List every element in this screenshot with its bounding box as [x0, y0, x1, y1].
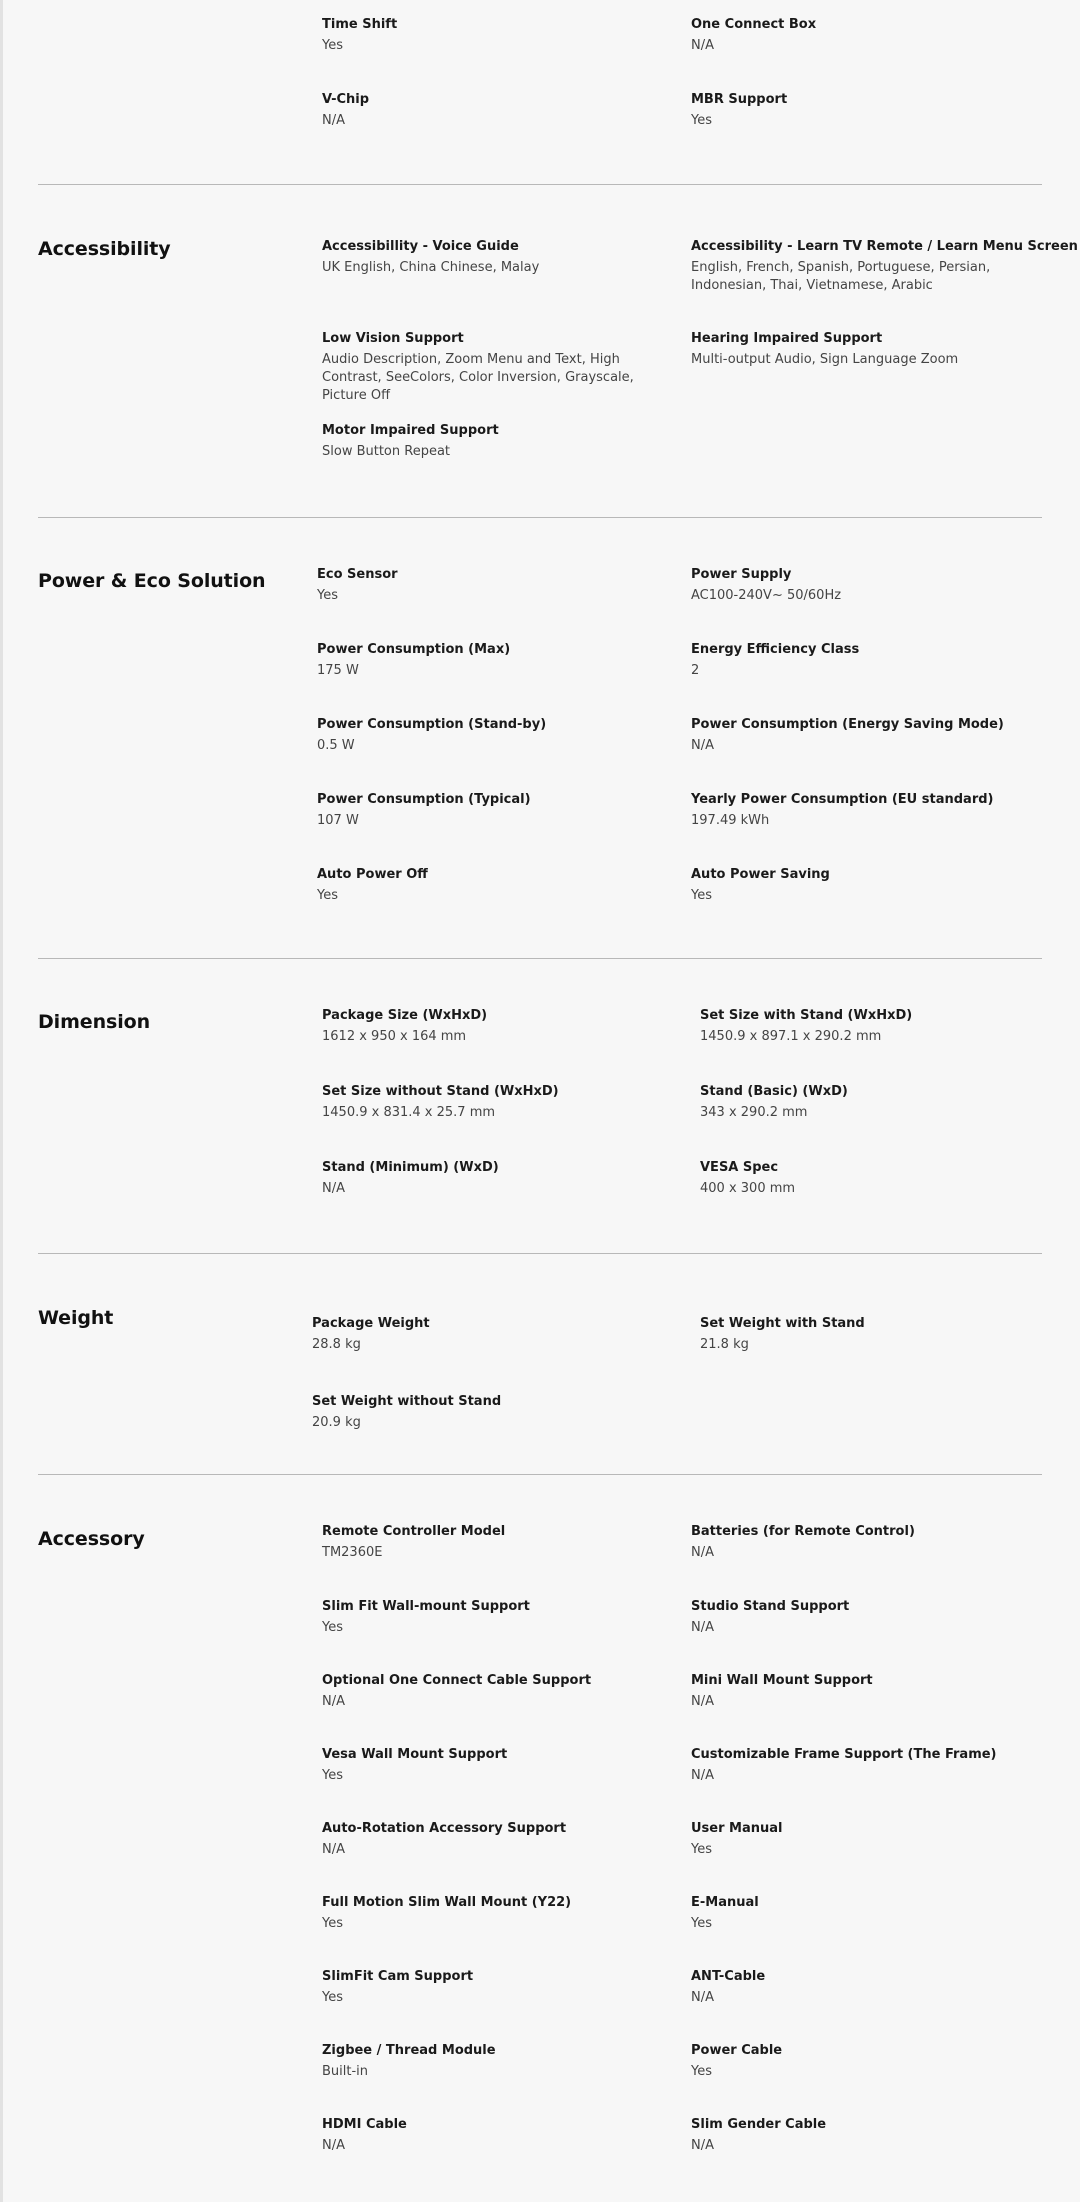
spec-label: Power Consumption (Stand-by) [317, 717, 547, 732]
spec-item [691, 330, 1031, 369]
spec-item [691, 2042, 1031, 2081]
spec-label: Accessibility - Learn TV Remote / Learn Menu Screen [691, 239, 1078, 254]
spec-label: User Manual [691, 1821, 783, 1836]
spec-value: Yes [317, 888, 338, 903]
spec-label: Zigbee / Thread Module [322, 2043, 496, 2058]
spec-item [691, 16, 1031, 55]
spec-label: Eco Sensor [317, 567, 398, 582]
spec-item [691, 1746, 1031, 1785]
spec-label: Energy Efficiency Class [691, 642, 860, 657]
spec-value: N/A [322, 1694, 345, 1709]
spec-value: 400 x 300 mm [700, 1181, 796, 1196]
spec-item [691, 1672, 1031, 1711]
spec-value: AC100-240V~ 50/60Hz [691, 588, 842, 603]
spec-item [691, 91, 1031, 130]
spec-value: Yes [322, 38, 343, 53]
spec-value: N/A [691, 1990, 714, 2005]
spec-label: Set Weight with Stand [700, 1316, 865, 1331]
spec-label: Package Weight [312, 1316, 430, 1331]
section-title: Power & Eco Solution [38, 570, 266, 592]
spec-label: Slim Fit Wall-mount Support [322, 1599, 530, 1614]
spec-item [322, 1894, 662, 1933]
spec-label: Yearly Power Consumption (EU standard) [691, 792, 994, 807]
section-title: Dimension [38, 1011, 150, 1033]
section-title: Accessory [38, 1528, 145, 1550]
spec-label: E-Manual [691, 1895, 759, 1910]
spec-value: 1612 x 950 x 164 mm [322, 1029, 467, 1044]
spec-value: N/A [322, 2138, 345, 2153]
spec-label: MBR Support [691, 92, 788, 107]
spec-label: Stand (Basic) (WxD) [700, 1084, 848, 1099]
spec-value: English, French, Spanish, Portuguese, Persian, Indonesian, Thai, Vietnamese, Arabic [691, 260, 991, 293]
spec-value: N/A [691, 2138, 714, 2153]
spec-item [322, 238, 662, 277]
spec-value: N/A [691, 738, 714, 753]
spec-label: Power Consumption (Max) [317, 642, 511, 657]
spec-value: 2 [691, 663, 700, 678]
spec-item [691, 791, 1031, 830]
spec-value: UK English, China Chinese, Malay [322, 260, 540, 275]
spec-label: Slim Gender Cable [691, 2117, 827, 2132]
section-divider [38, 1253, 1042, 1254]
spec-label: Set Size with Stand (WxHxD) [700, 1008, 913, 1023]
spec-label: Package Size (WxHxD) [322, 1008, 488, 1023]
spec-value: Yes [322, 1916, 343, 1931]
spec-item [322, 91, 662, 130]
spec-item [317, 716, 657, 755]
spec-label: Optional One Connect Cable Support [322, 1673, 592, 1688]
spec-label: Low Vision Support [322, 331, 464, 346]
spec-value: Yes [691, 2064, 712, 2079]
spec-value: N/A [322, 1181, 345, 1196]
spec-value: Yes [322, 1990, 343, 2005]
spec-item [691, 238, 1078, 295]
spec-value: Multi-output Audio, Sign Language Zoom [691, 352, 959, 367]
spec-item [322, 1598, 662, 1637]
spec-item [700, 1159, 1040, 1198]
spec-label: SlimFit Cam Support [322, 1969, 474, 1984]
spec-value: N/A [322, 1842, 345, 1857]
spec-label: Accessibillity - Voice Guide [322, 239, 519, 254]
spec-value: 0.5 W [317, 738, 355, 753]
spec-value: N/A [322, 113, 345, 128]
spec-value: N/A [691, 1545, 714, 1560]
section-divider [38, 958, 1042, 959]
left-edge-line [0, 0, 3, 2202]
spec-value: N/A [691, 1620, 714, 1635]
spec-label: Studio Stand Support [691, 1599, 850, 1614]
spec-label: Power Consumption (Typical) [317, 792, 531, 807]
spec-value: Slow Button Repeat [322, 444, 451, 459]
spec-item [700, 1315, 1040, 1354]
spec-value: 107 W [317, 813, 359, 828]
spec-label: Batteries (for Remote Control) [691, 1524, 915, 1539]
spec-value: 1450.9 x 831.4 x 25.7 mm [322, 1105, 496, 1120]
spec-label: Motor Impaired Support [322, 423, 499, 438]
spec-value: 343 x 290.2 mm [700, 1105, 808, 1120]
spec-item [691, 716, 1031, 755]
spec-item [691, 1820, 1031, 1859]
spec-label: Auto Power Off [317, 867, 428, 882]
spec-item [322, 422, 662, 461]
spec-label: Set Size without Stand (WxHxD) [322, 1084, 559, 1099]
section-divider [38, 1474, 1042, 1475]
spec-value: Audio Description, Zoom Menu and Text, High Contrast, SeeColors, Color Inversion, Grayscale, Picture Off [322, 352, 634, 403]
spec-item [691, 641, 1031, 680]
section-title: Weight [38, 1307, 114, 1329]
spec-item [691, 2116, 1031, 2155]
spec-value: Yes [691, 1916, 712, 1931]
spec-label: Set Weight without Stand [312, 1394, 502, 1409]
spec-item [322, 1746, 662, 1785]
spec-label: Customizable Frame Support (The Frame) [691, 1747, 997, 1762]
spec-label: One Connect Box [691, 17, 817, 32]
spec-value: 1450.9 x 897.1 x 290.2 mm [700, 1029, 882, 1044]
spec-item [691, 566, 1031, 605]
section-divider [38, 517, 1042, 518]
spec-value: Built-in [322, 2064, 369, 2079]
spec-item [322, 1159, 662, 1198]
spec-value: Yes [691, 1842, 712, 1857]
spec-label: Auto Power Saving [691, 867, 830, 882]
spec-label: V-Chip [322, 92, 370, 107]
spec-item [322, 1523, 662, 1562]
spec-item [322, 2116, 662, 2155]
spec-label: Time Shift [322, 17, 398, 32]
spec-item [322, 2042, 662, 2081]
spec-item [322, 330, 662, 405]
spec-item [317, 566, 657, 605]
spec-value: Yes [317, 588, 338, 603]
spec-item [691, 1894, 1031, 1933]
spec-item [322, 1083, 662, 1122]
spec-item [312, 1315, 652, 1354]
spec-item [317, 866, 657, 905]
spec-item [691, 1968, 1031, 2007]
spec-value: N/A [691, 1694, 714, 1709]
spec-item [317, 641, 657, 680]
spec-label: Power Cable [691, 2043, 783, 2058]
spec-item [691, 1598, 1031, 1637]
spec-value: 21.8 kg [700, 1337, 749, 1352]
spec-value: 28.8 kg [312, 1337, 361, 1352]
section-title: Accessibility [38, 238, 171, 260]
spec-value: Yes [691, 113, 712, 128]
spec-label: ANT-Cable [691, 1969, 766, 1984]
spec-item [322, 1672, 662, 1711]
spec-label: Stand (Minimum) (WxD) [322, 1160, 499, 1175]
spec-item [691, 1523, 1031, 1562]
spec-value: N/A [691, 38, 714, 53]
spec-label: Remote Controller Model [322, 1524, 506, 1539]
spec-value: 20.9 kg [312, 1415, 361, 1430]
spec-item [322, 1007, 662, 1046]
spec-label: Vesa Wall Mount Support [322, 1747, 508, 1762]
spec-item [322, 1820, 662, 1859]
spec-label: Mini Wall Mount Support [691, 1673, 873, 1688]
spec-item [322, 1968, 662, 2007]
spec-item [322, 16, 662, 55]
spec-label: Hearing Impaired Support [691, 331, 883, 346]
spec-value: TM2360E [322, 1545, 383, 1560]
spec-label: Auto-Rotation Accessory Support [322, 1821, 567, 1836]
spec-value: Yes [691, 888, 712, 903]
spec-label: Full Motion Slim Wall Mount (Y22) [322, 1895, 572, 1910]
spec-label: HDMI Cable [322, 2117, 407, 2132]
spec-value: N/A [691, 1768, 714, 1783]
spec-item [700, 1007, 1040, 1046]
spec-value: Yes [322, 1620, 343, 1635]
spec-value: 175 W [317, 663, 359, 678]
spec-label: Power Supply [691, 567, 792, 582]
spec-item [317, 791, 657, 830]
spec-item [312, 1393, 652, 1432]
spec-item [700, 1083, 1040, 1122]
spec-item [691, 866, 1031, 905]
spec-label: Power Consumption (Energy Saving Mode) [691, 717, 1004, 732]
section-divider [38, 184, 1042, 185]
spec-value: Yes [322, 1768, 343, 1783]
spec-value: 197.49 kWh [691, 813, 770, 828]
spec-label: VESA Spec [700, 1160, 779, 1175]
